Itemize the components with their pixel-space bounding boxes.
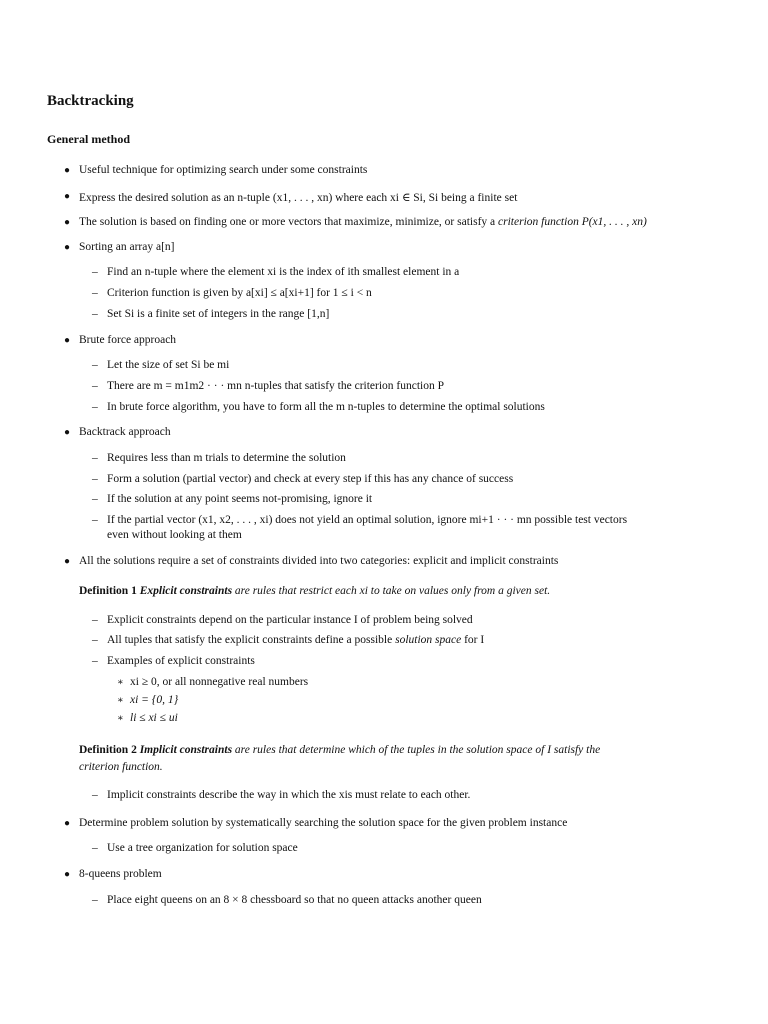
asterisk-icon: ∗ bbox=[117, 695, 124, 706]
dash-icon: – bbox=[92, 266, 98, 278]
bullet-icon: ● bbox=[64, 556, 71, 567]
bullet-icon: ● bbox=[64, 191, 71, 202]
sub-bullet-text: Form a solution (partial vector) and check at every step if this has any chance of success bbox=[107, 473, 514, 485]
definition-text: are rules that determine which of the tuples in the solution space of I satisfy the bbox=[234, 744, 601, 756]
bullet-text: 8-queens problem bbox=[79, 868, 162, 880]
sub-bullet-text: Set Si is a finite set of integers in the range [1,n] bbox=[107, 308, 330, 320]
sub-bullet-text: Requires less than m trials to determine the solution bbox=[107, 452, 346, 464]
sub-bullet-text: Criterion function is given by a[xi] ≤ a[xi+1] for 1 ≤ i < n bbox=[107, 287, 372, 299]
sub-bullet-text-part: for I bbox=[464, 634, 485, 646]
bullet-icon: ● bbox=[64, 165, 71, 176]
sub-bullet-text-continued: even without looking at them bbox=[107, 529, 242, 541]
sub-bullet-text bbox=[107, 634, 484, 646]
bullet-icon: ● bbox=[64, 427, 71, 438]
dash-icon: – bbox=[92, 634, 98, 646]
definition-2 bbox=[79, 744, 600, 756]
asterisk-icon: ∗ bbox=[117, 713, 124, 724]
bullet-text: Sorting an array a[n] bbox=[79, 241, 175, 253]
bullet-text: Useful technique for optimizing search under some constraints bbox=[79, 164, 368, 176]
bullet-text: All the solutions require a set of constraints divided into two categories: explicit and implicit constraints bbox=[79, 555, 559, 567]
sub-bullet-text: In brute force algorithm, you have to form all the m n-tuples to determine the optimal solutions bbox=[107, 401, 545, 413]
bullet-text: Brute force approach bbox=[79, 334, 177, 346]
sub-bullet-text: If the partial vector (x1, x2, . . . , xi) does not yield an optimal solution, ignore mi+1 · · · mn possible test vectors bbox=[107, 514, 628, 526]
dash-icon: – bbox=[92, 842, 98, 854]
sub-bullet-text: Examples of explicit constraints bbox=[107, 655, 255, 667]
definition-label: Definition 1 bbox=[79, 585, 137, 597]
dash-icon: – bbox=[92, 308, 98, 320]
definition-1 bbox=[79, 585, 550, 597]
definition-text: are rules that restrict each xi to take on values only from a given set. bbox=[234, 585, 551, 597]
page-title: Backtracking bbox=[47, 93, 134, 109]
math-expression: P(x1, . . . , xn) bbox=[581, 216, 647, 228]
definition-term: Explicit constraints bbox=[139, 585, 233, 597]
sub-bullet-text: Let the size of set Si be mi bbox=[107, 359, 230, 371]
section-title: General method bbox=[47, 132, 130, 146]
bullet-icon: ● bbox=[64, 818, 71, 829]
bullet-text: Express the desired solution as an n-tuple (x1, . . . , xn) where each xi ∈ Si, Si being a finite set bbox=[79, 192, 518, 204]
bullet-icon: ● bbox=[64, 869, 71, 880]
bullet-text-part: The solution is based on finding one or more vectors that maximize, minimize, or satisfy a bbox=[79, 216, 496, 228]
dash-icon: – bbox=[92, 359, 98, 371]
sub-bullet-text: Implicit constraints describe the way in which the xis must relate to each other. bbox=[107, 789, 471, 801]
definition-text-continued: criterion function. bbox=[79, 761, 163, 773]
sub-bullet-text: Place eight queens on an 8 × 8 chessboard so that no queen attacks another queen bbox=[107, 894, 482, 906]
sub-bullet-text: Use a tree organization for solution space bbox=[107, 842, 298, 854]
sub-bullet-text-part: All tuples that satisfy the explicit constraints define a possible bbox=[107, 634, 393, 646]
dash-icon: – bbox=[92, 655, 98, 667]
definition-term: Implicit constraints bbox=[139, 744, 233, 756]
example-text: xi ≥ 0, or all nonnegative real numbers bbox=[130, 676, 309, 688]
bullet-text: Backtrack approach bbox=[79, 426, 171, 438]
bullet-icon: ● bbox=[64, 335, 71, 346]
asterisk-icon: ∗ bbox=[117, 677, 124, 688]
sub-bullet-text: Find an n-tuple where the element xi is the index of ith smallest element in a bbox=[107, 266, 460, 278]
dash-icon: – bbox=[92, 894, 98, 906]
emphasis-text: criterion function bbox=[498, 216, 579, 228]
bullet-icon: ● bbox=[64, 217, 71, 228]
example-text: li ≤ xi ≤ ui bbox=[130, 712, 178, 724]
dash-icon: – bbox=[92, 493, 98, 505]
sub-bullet-text: Explicit constraints depend on the particular instance I of problem being solved bbox=[107, 614, 473, 626]
example-text: xi = {0, 1} bbox=[130, 694, 179, 706]
dash-icon: – bbox=[92, 380, 98, 392]
dash-icon: – bbox=[92, 473, 98, 485]
sub-bullet-text: There are m = m1m2 · · · mn n-tuples that satisfy the criterion function P bbox=[107, 380, 445, 392]
dash-icon: – bbox=[92, 452, 98, 464]
dash-icon: – bbox=[92, 789, 98, 801]
bullet-text: Determine problem solution by systematically searching the solution space for the given problem instance bbox=[79, 817, 568, 829]
dash-icon: – bbox=[92, 287, 98, 299]
bullet-text bbox=[79, 216, 647, 228]
emphasis-text: solution space bbox=[395, 634, 462, 646]
dash-icon: – bbox=[92, 514, 98, 526]
sub-bullet-text: If the solution at any point seems not-promising, ignore it bbox=[107, 493, 373, 505]
dash-icon: – bbox=[92, 614, 98, 626]
bullet-icon: ● bbox=[64, 242, 71, 253]
dash-icon: – bbox=[92, 401, 98, 413]
definition-label: Definition 2 bbox=[79, 744, 137, 756]
